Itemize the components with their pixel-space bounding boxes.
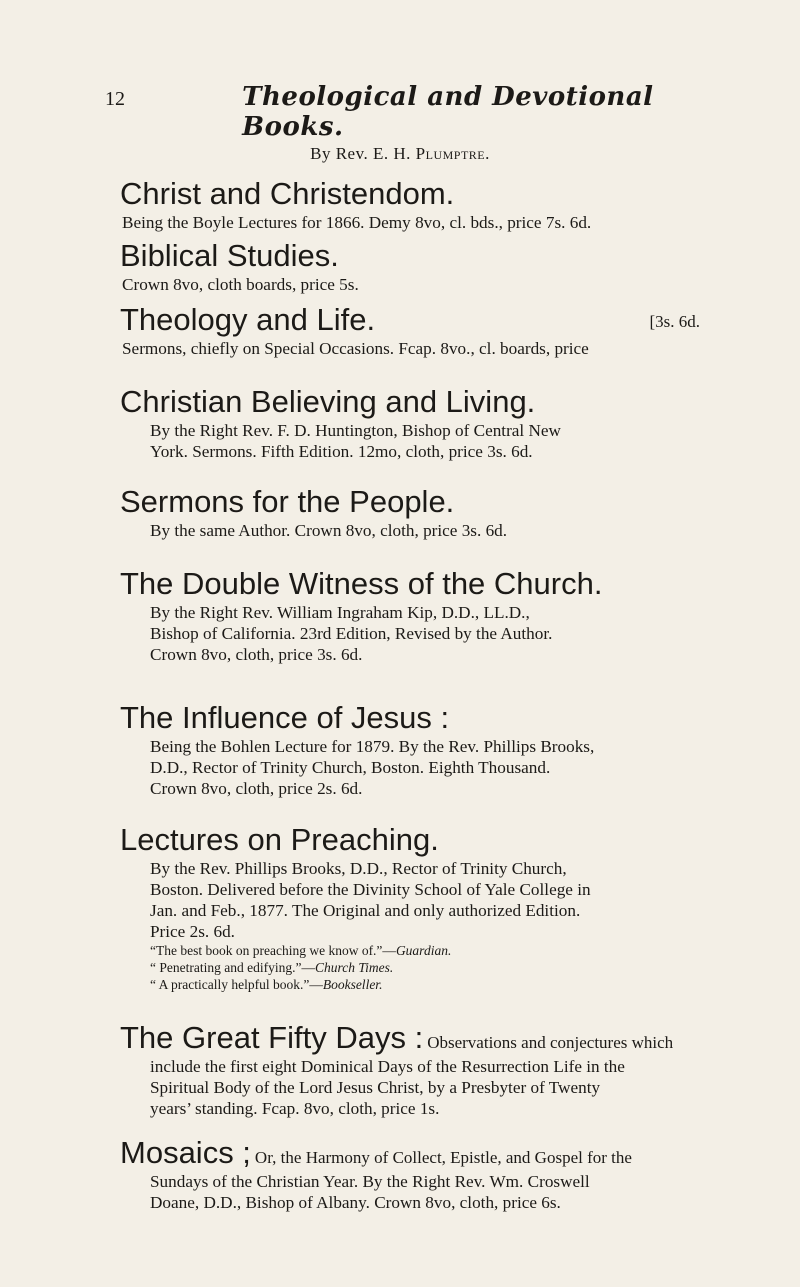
book-description-first: Or, the Harmony of Collect, Epistle, and Gospel for the xyxy=(254,1148,632,1167)
book-description-line: Being the Bohlen Lecture for 1879. By the Rev. Phillips Brooks, xyxy=(150,737,595,756)
book-description: Sermons, chiefly on Special Occasions. Fcap. 8vo., cl. boards, price xyxy=(122,339,589,358)
book-title: The Influence of Jesus : xyxy=(120,700,450,735)
book-title: Mosaics ; xyxy=(120,1135,251,1170)
book-description: Crown 8vo, cloth boards, price 5s. xyxy=(122,275,359,294)
book-entry-lectures-on-preaching xyxy=(120,822,680,993)
book-description-line: D.D., Rector of Trinity Church, Boston. Eighth Thousand. xyxy=(150,758,551,777)
book-description-line: By the Rev. Phillips Brooks, D.D., Rector of Trinity Church, xyxy=(150,859,567,878)
book-entry-christian-believing-and-living xyxy=(120,384,680,462)
quote-source: Church Times. xyxy=(314,960,394,975)
book-price: [3s. 6d. xyxy=(649,312,700,331)
book-description-line: York. Sermons. Fifth Edition. 12mo, cloth, price 3s. 6d. xyxy=(150,442,533,461)
book-title: The Great Fifty Days : xyxy=(120,1020,424,1055)
book-description-line: Bishop of California. 23rd Edition, Revised by the Author. xyxy=(150,624,553,643)
book-description: Being the Boyle Lectures for 1866. Demy 8vo, cl. bds., price 7s. 6d. xyxy=(122,213,592,232)
book-description-line: By the Right Rev. F. D. Huntington, Bishop of Central New xyxy=(150,421,561,440)
book-entry-great-fifty-days xyxy=(120,1020,680,1119)
book-description-line: Spiritual Body of the Lord Jesus Christ, by a Presbyter of Twenty xyxy=(150,1078,601,1097)
book-entry-influence-of-jesus xyxy=(120,700,680,799)
book-description-line: Doane, D.D., Bishop of Albany. Crown 8vo, cloth, price 6s. xyxy=(150,1193,561,1212)
quote-text: “ A practically helpful book.”— xyxy=(150,977,323,992)
book-description-line: Jan. and Feb., 1877. The Original and only authorized Edition. xyxy=(150,901,581,920)
book-description-line: Crown 8vo, cloth, price 3s. 6d. xyxy=(150,645,363,664)
book-description-line: Crown 8vo, cloth, price 2s. 6d. xyxy=(150,779,363,798)
book-description-first: Observations and conjectures which xyxy=(427,1033,674,1052)
run-in-heading xyxy=(120,1135,680,1171)
quote-text: “ Penetrating and edifying.”— xyxy=(150,960,315,975)
book-title: Theology and Life. xyxy=(120,302,376,337)
book-title: Biblical Studies. xyxy=(120,238,339,273)
book-entry-theology-and-life xyxy=(120,302,700,359)
book-entry-christ-and-christendom xyxy=(120,176,680,233)
book-title: Christian Believing and Living. xyxy=(120,384,536,419)
running-title: Theological and Devotional Books. xyxy=(242,82,654,142)
page-number: 12 xyxy=(105,88,125,110)
quote-text: “The best book on preaching we know of.”— xyxy=(150,943,396,958)
book-title: Sermons for the People. xyxy=(120,484,455,519)
book-description-line: By the Right Rev. William Ingraham Kip, D.D., LL.D., xyxy=(150,603,530,622)
review-quote xyxy=(150,976,680,993)
book-description: By the same Author. Crown 8vo, cloth, price 3s. 6d. xyxy=(150,521,508,540)
page-header xyxy=(105,82,690,142)
book-entry-mosaics xyxy=(120,1135,680,1213)
book-title: Lectures on Preaching. xyxy=(120,822,439,857)
book-entry-double-witness xyxy=(120,566,680,665)
book-title: The Double Witness of the Church. xyxy=(120,566,603,601)
book-description-line: years’ standing. Fcap. 8vo, cloth, price 1s. xyxy=(150,1099,440,1118)
book-entry-biblical-studies xyxy=(120,238,680,295)
book-title: Christ and Christendom. xyxy=(120,176,455,211)
quote-source: Bookseller. xyxy=(322,977,383,992)
book-description-line: include the first eight Dominical Days of the Resurrection Life in the xyxy=(150,1057,625,1076)
review-quote xyxy=(150,942,680,959)
book-description-line: Sundays of the Christian Year. By the Right Rev. Wm. Croswell xyxy=(150,1172,590,1191)
book-entry-sermons-for-the-people xyxy=(120,484,680,541)
book-description-line: Price 2s. 6d. xyxy=(150,922,235,941)
author-byline xyxy=(0,144,800,164)
byline-prefix: By Rev. E. H. xyxy=(310,144,411,163)
quote-source: Guardian. xyxy=(395,943,452,958)
book-description-line: Boston. Delivered before the Divinity School of Yale College in xyxy=(150,880,591,899)
run-in-heading xyxy=(120,1020,680,1056)
review-quote xyxy=(150,959,680,976)
byline-name: Plumptre. xyxy=(415,144,490,163)
